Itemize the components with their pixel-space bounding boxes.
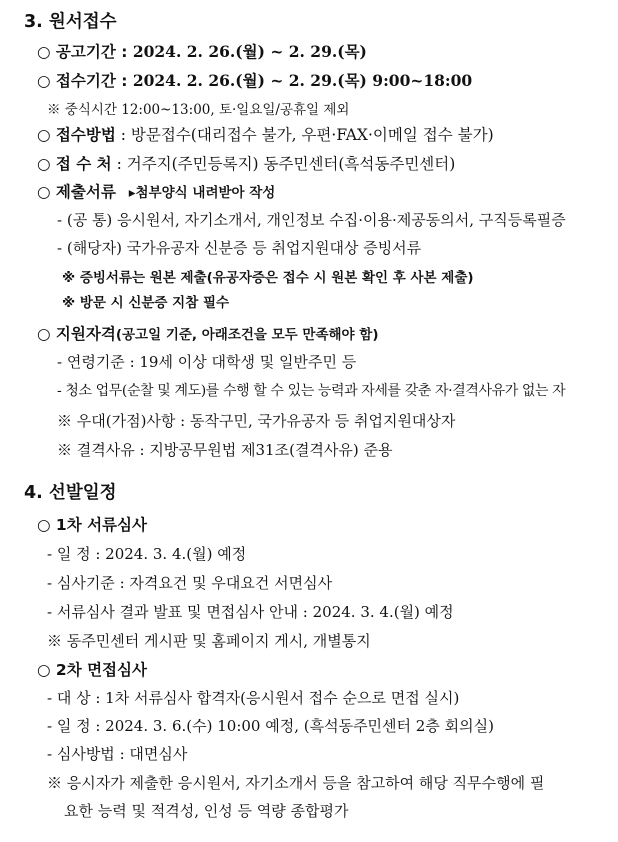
round2-target: - 대 상 : 1차 서류심사 합격자(응시원서 접수 순으로 면접 실시) <box>47 689 460 707</box>
qualification-disqualification: ※ 결격사유 : 지방공무원법 제31조(결격사유) 준용 <box>57 441 393 459</box>
application-period-value: 2024. 2. 26.(월) ~ 2. 29.(목) 9:00~18:00 <box>132 71 473 90</box>
qualification-preference: ※ 우대(가점)사항 : 동작구민, 국가유공자 등 취업지원대상자 <box>57 412 456 430</box>
documents-row <box>37 182 275 203</box>
lunch-break-note: ※ 중식시간 12:00~13:00, 토·일요일/공휴일 제외 <box>47 102 350 118</box>
section-4-heading: 4. 선발일정 <box>24 483 117 503</box>
qualification-row <box>37 324 379 345</box>
round1-date: - 일 정 : 2024. 3. 4.(월) 예정 <box>47 545 247 563</box>
qualification-label: ○ 지원자격 <box>37 325 116 343</box>
round2-label: ○ 2차 면접심사 <box>37 661 147 679</box>
application-method-value: : 방문접수(대리접수 불가, 우편·FAX·이메일 접수 불가) <box>115 126 494 144</box>
documents-form-hint: ▸첨부양식 내려받아 작성 <box>128 185 276 201</box>
round2-method: - 심사방법 : 대면심사 <box>47 745 188 763</box>
documents-applicable: - (해당자) 국가유공자 신분증 등 취업지원대상 증빙서류 <box>57 239 422 257</box>
documents-common: - (공 통) 응시원서, 자기소개서, 개인정보 수집·이용·제공동의서, 구직등록필증 <box>57 211 566 229</box>
round1-label: ○ 1차 서류심사 <box>37 516 147 534</box>
application-period-label: ○ 접수기간 : <box>37 72 133 90</box>
application-method-row <box>37 125 494 145</box>
qualification-age: - 연령기준 : 19세 이상 대학생 및 일반주민 등 <box>57 353 357 371</box>
notice-period-row <box>37 42 367 62</box>
round2-note-line1: ※ 응시자가 제출한 응시원서, 자기소개서 등을 참고하여 해당 직무수행에 필 <box>47 774 545 792</box>
round2-date: - 일 정 : 2024. 3. 6.(수) 10:00 예정, (흑석동주민센터 2층 회의실) <box>47 717 494 735</box>
section-3-heading: 3. 원서접수 <box>24 12 117 32</box>
round1-result: - 서류심사 결과 발표 및 면접심사 안내 : 2024. 3. 4.(월) 예정 <box>47 603 454 621</box>
application-place-value: : 거주지(주민등록지) 동주민센터(흑석동주민센터) <box>111 155 456 173</box>
application-period-row <box>37 71 472 91</box>
documents-label: ○ 제출서류 <box>37 183 116 201</box>
notice-period-value: 2024. 2. 26.(월) ~ 2. 29.(목) <box>132 42 367 61</box>
application-place-label: ○ 접 수 처 <box>37 155 112 173</box>
qualification-hint: (공고일 기준, 아래조건을 모두 만족해야 함) <box>115 327 379 343</box>
application-place-row <box>37 154 455 174</box>
round1-criteria: - 심사기준 : 자격요건 및 우대요건 서면심사 <box>47 574 333 592</box>
qualification-ability: - 청소 업무(순찰 및 계도)를 수행 할 수 있는 능력과 자세를 갖춘 자·결격사유가 없는 자 <box>57 383 566 399</box>
documents-original-note: ※ 증빙서류는 원본 제출(유공자증은 접수 시 원본 확인 후 사본 제출) <box>62 270 474 286</box>
documents-id-note: ※ 방문 시 신분증 지참 필수 <box>62 295 230 311</box>
round2-note-line2: 요한 능력 및 적격성, 인성 등 역량 종합평가 <box>64 802 349 820</box>
application-method-label: ○ 접수방법 <box>37 126 116 144</box>
round1-note: ※ 동주민센터 게시판 및 홈페이지 게시, 개별통지 <box>47 632 371 650</box>
notice-period-label: ○ 공고기간 : <box>37 43 133 61</box>
